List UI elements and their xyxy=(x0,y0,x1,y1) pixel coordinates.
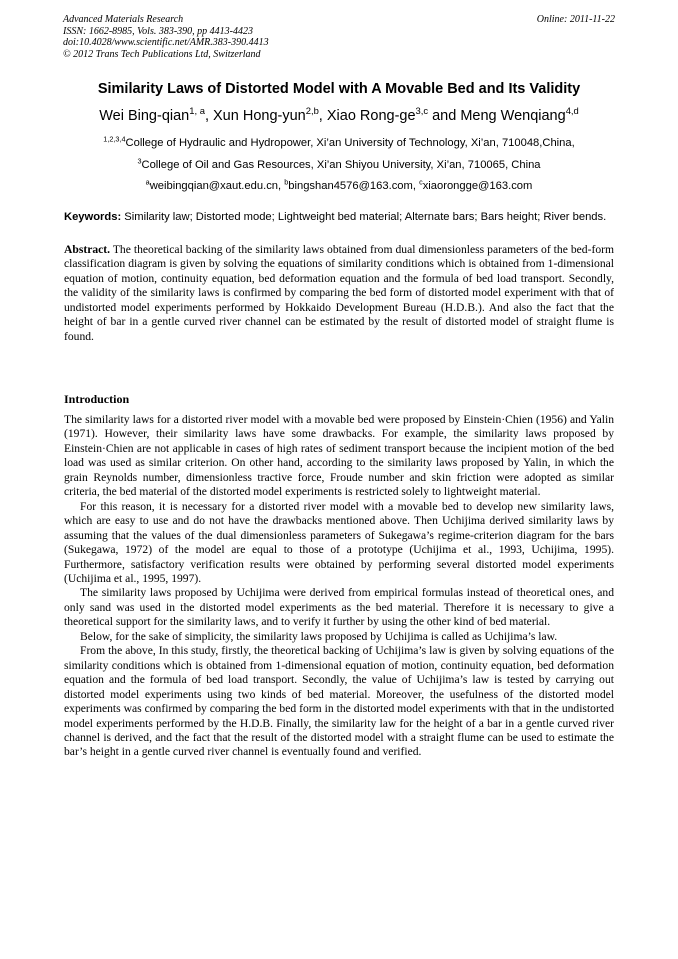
affiliation-text: College of Oil and Gas Resources, Xi’an Shiyou University, Xi’an, 710065, China xyxy=(141,159,541,171)
email-superscript: a xyxy=(145,177,150,187)
affiliation-2 xyxy=(30,156,648,171)
paper-title: Similarity Laws of Distorted Model with A Movable Bed and Its Validity xyxy=(97,81,581,97)
email-line xyxy=(30,177,648,192)
abstract-label: Abstract. xyxy=(64,243,111,256)
keywords-label: Keywords: xyxy=(64,211,122,223)
abstract-text: The theoretical backing of the similarity laws obtained from dual dimensionless parameters of the bed-form classification diagram is given by solving the equations of similarity conditions which is obtained from 1-dimensional equation of motion, continuity equation, bed deformation equation and the formula of bed load transport. Secondly, the validity of the similarity laws is confirmed by comparing the bed form of distorted model experiment with that of undistorted model experiments performed by Hokkaido Development Bureau (H.D.B.). And also the fact that the height of bar in a gentle curved river channel can be estimated by the result of distorted model of straight flume is found. xyxy=(64,243,614,343)
affiliation-superscript: 1,2,3,4 xyxy=(103,134,126,144)
affiliation-text: College of Hydraulic and Hydropower, Xi’an University of Technology, Xi’an, 710048,China, xyxy=(125,137,575,149)
author-superscript: 1, a xyxy=(189,105,205,117)
paragraph: From the above, In this study, firstly, the theoretical backing of Uchijima’s law is given by solving equations of the similarity conditions which is obtained from 1-dimensional equation of motion, continuity equation, bed deformation equation and the formula of bed load transport. Secondly, the value of Uchijima’s law is tested by carrying out distorted model experiments using two kinds of bed material. Moreover, the usefulness of the distorted model experiments was confirmed by comparing the bed form in the distorted model experiments with that in the undistorted model experiments performed by the H.D.B. Finally, the similarity law for the height of a bar in a gentle curved river channel is derived, and the fact that the result of the distorted model with a straight flume can be used to estimate the bar’s height in a gentle curved river channel is eventually found and verified. xyxy=(64,644,614,759)
section-heading-introduction: Introduction xyxy=(64,392,130,406)
author-list xyxy=(30,105,648,124)
affiliation-1 xyxy=(30,134,648,149)
paragraph: Below, for the sake of simplicity, the similarity laws proposed by Uchijima is called as Uchijima’s law. xyxy=(80,629,558,643)
author-superscript: 3,c xyxy=(415,105,429,117)
keywords-text: Similarity law; Distorted mode; Lightweight bed material; Alternate bars; Bars height; River bends. xyxy=(121,211,607,223)
email-text: xiaorongge@163.com xyxy=(422,180,533,192)
copyright-line: © 2012 Trans Tech Publications Ltd, Switzerland xyxy=(63,48,261,60)
author-separator: , xyxy=(204,108,214,124)
paragraph: The similarity laws proposed by Uchijima were derived from empirical formulas instead of theoretical ones, and only sand was used in the distorted model experiments as the bed material. Therefore it is necessary to give a theoretical support for the similarity laws, and to verify it further by using the other kind of bed material. xyxy=(64,586,614,629)
author-superscript: 2,b xyxy=(305,105,319,117)
author-superscript: 4,d xyxy=(565,105,579,117)
journal-name: Advanced Materials Research xyxy=(63,14,184,25)
journal-header xyxy=(63,14,269,60)
author-separator: and xyxy=(428,108,461,124)
author-name: Xiao Rong-ge xyxy=(326,108,416,124)
abstract xyxy=(64,243,614,344)
email-text: weibingqian@xaut.edu.cn, xyxy=(149,180,285,192)
doi-line: doi:10.4028/www.scientific.net/AMR.383-390.4413 xyxy=(63,37,269,48)
email-text: bingshan4576@163.com, xyxy=(288,180,420,192)
author-name: Meng Wenqiang xyxy=(460,108,566,124)
online-date: Online: 2011-11-22 xyxy=(536,14,615,25)
affiliation-superscript: 3 xyxy=(137,156,142,166)
paragraph: For this reason, it is necessary for a distorted river model with a movable bed to develop new similarity laws, which are easy to use and do not have the drawbacks mentioned above. Then Uchijima derived similarity laws by assuming that the values of the dual dimensionless parameters of Sukegawa’s regime-criterion diagram for the bars (Sukegawa, 1972) of the model are equal to those of a prototype (Uchijima et al., 1993, Uchijima, 1995). Furthermore, satisfactory verification results were obtained by performing several distorted model experiments (Uchijima et al., 1995, 1997). xyxy=(64,499,614,585)
author-name: Xun Hong-yun xyxy=(213,108,306,124)
email-superscript: b xyxy=(284,177,289,187)
keywords xyxy=(64,210,614,225)
issn-line: ISSN: 1662-8985, Vols. 383-390, pp 4413-4423 xyxy=(63,25,253,37)
introduction-body xyxy=(64,413,614,760)
email-superscript: c xyxy=(419,177,423,187)
author-name: Wei Bing-qian xyxy=(99,108,190,124)
author-separator: , xyxy=(318,108,327,124)
paragraph: The similarity laws for a distorted river model with a movable bed were proposed by Einstein·Chien (1956) and Yalin (1971). However, their similarity laws have some drawbacks. For example, the similarity laws proposed by Einstein·Chien are not applicable in cases of high rates of sediment transport because the incipient motion of the bed load was used as similar criterion. On other hand, according to the similarity laws proposed by Yalin, in which the grain Reynolds number, dimensionless tractive force, Froude number and skin friction were adopted as similar criteria, the bed material of the distorted model experiments is restricted solely to lightweight material. xyxy=(64,413,614,499)
